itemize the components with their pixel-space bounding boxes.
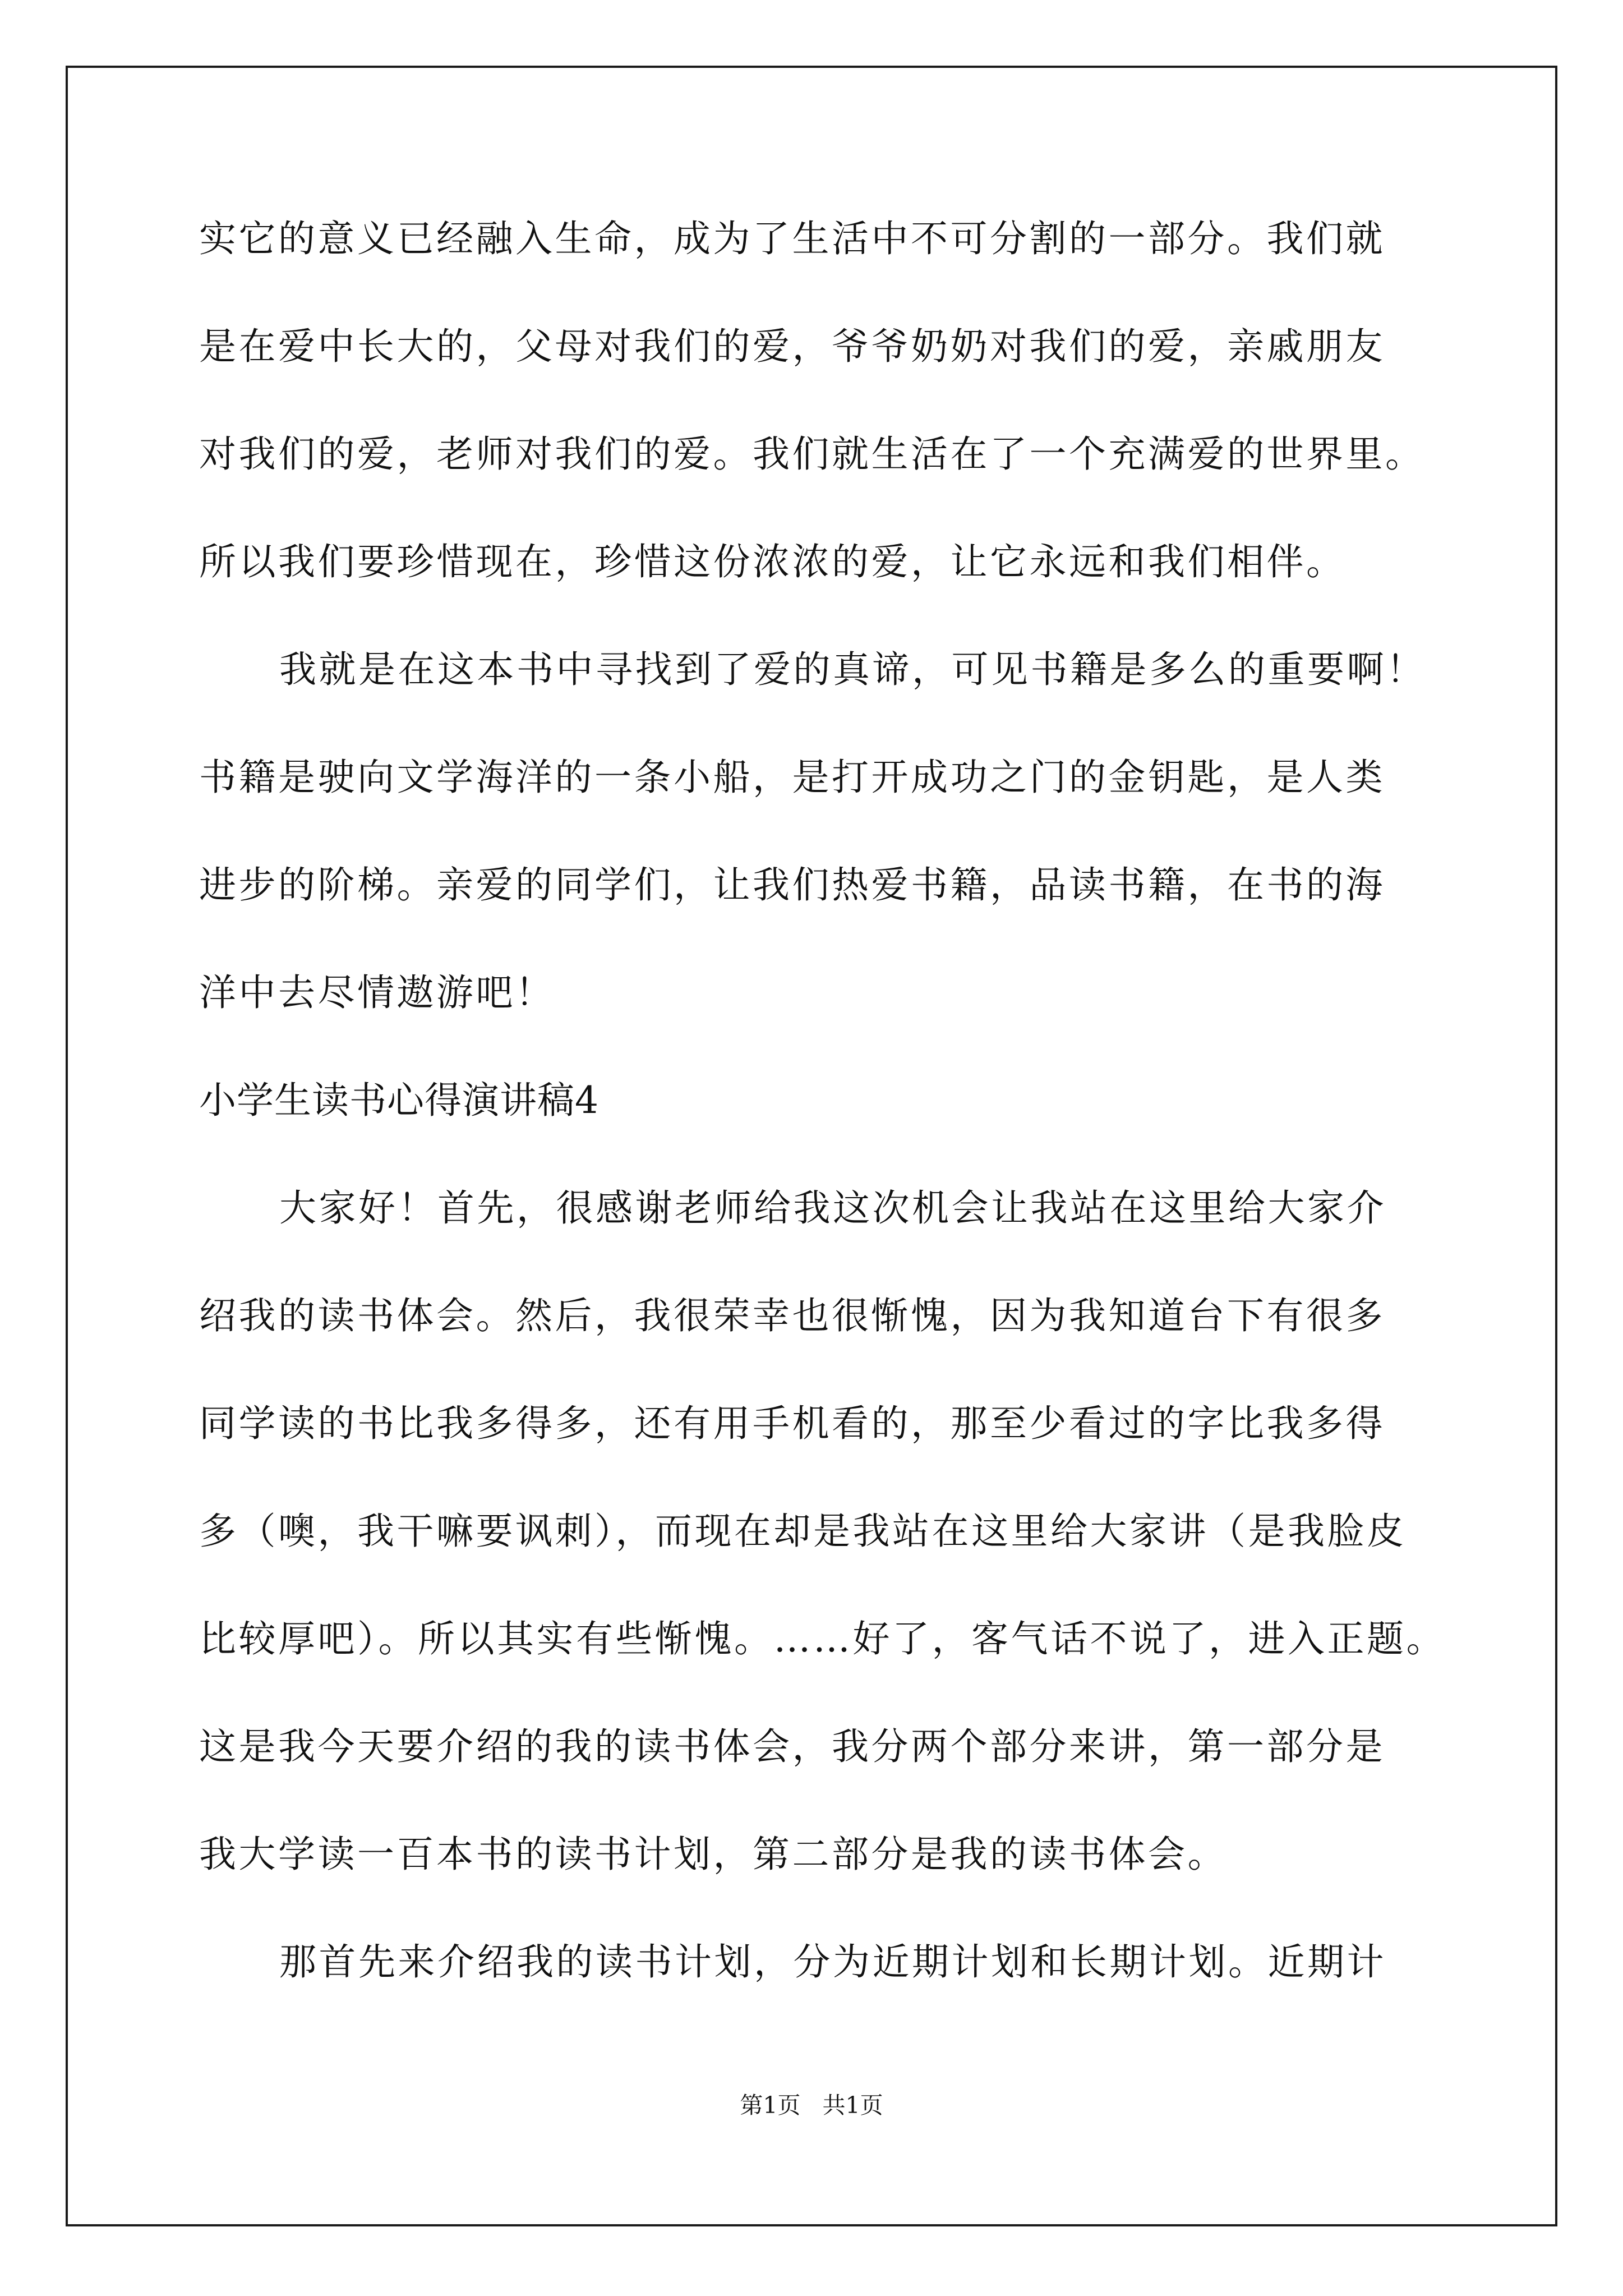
text-line: 比较厚吧）。所以其实有些惭愧。……好了，客气话不说了，进入正题。 — [199, 1617, 1446, 1660]
text-line: 是在爱中长大的，父母对我们的爱，爷爷奶奶对我们的爱，亲戚朋友 — [199, 325, 1385, 368]
text-line: 书籍是驶向文学海洋的一条小船，是打开成功之门的金钥匙，是人类 — [199, 756, 1385, 799]
document-body — [199, 185, 1450, 2016]
text-line: 那首先来介绍我的读书计划，分为近期计划和长期计划。近期计 — [279, 1940, 1386, 1984]
text-line: 这是我今天要介绍的我的读书体会，我分两个部分来讲，第一部分是 — [199, 1725, 1385, 1768]
text-line: 洋中去尽情遨游吧！ — [199, 971, 555, 1014]
text-line: 多（噢，我干嘛要讽刺），而现在却是我站在这里给大家讲（是我脸皮 — [199, 1510, 1407, 1553]
page-footer: 第1页 共1页 — [740, 2092, 883, 2119]
text-line: 我大学读一百本书的读书计划，第二部分是我的读书体会。 — [199, 1833, 1227, 1876]
text-line: 我就是在这本书中寻找到了爱的真谛，可见书籍是多么的重要啊！ — [279, 648, 1426, 691]
text-line: 所以我们要珍惜现在，珍惜这份浓浓的爱，让它永远和我们相伴。 — [199, 540, 1346, 583]
text-line: 同学读的书比我多得多，还有用手机看的，那至少看过的字比我多得 — [199, 1402, 1385, 1445]
text-line: 进步的阶梯。亲爱的同学们，让我们热爱书籍，品读书籍，在书的海 — [199, 863, 1385, 907]
text-line: 实它的意义已经融入生命，成为了生活中不可分割的一部分。我们就 — [199, 217, 1385, 260]
text-line: 大家好！首先，很感谢老师给我这次机会让我站在这里给大家介 — [279, 1186, 1386, 1230]
text-line: 对我们的爱，老师对我们的爱。我们就生活在了一个充满爱的世界里。 — [199, 432, 1425, 476]
text-line: 绍我的读书体会。然后，我很荣幸也很惭愧，因为我知道台下有很多 — [199, 1294, 1385, 1337]
section-heading: 小学生读书心得演讲稿4 — [199, 1079, 599, 1122]
